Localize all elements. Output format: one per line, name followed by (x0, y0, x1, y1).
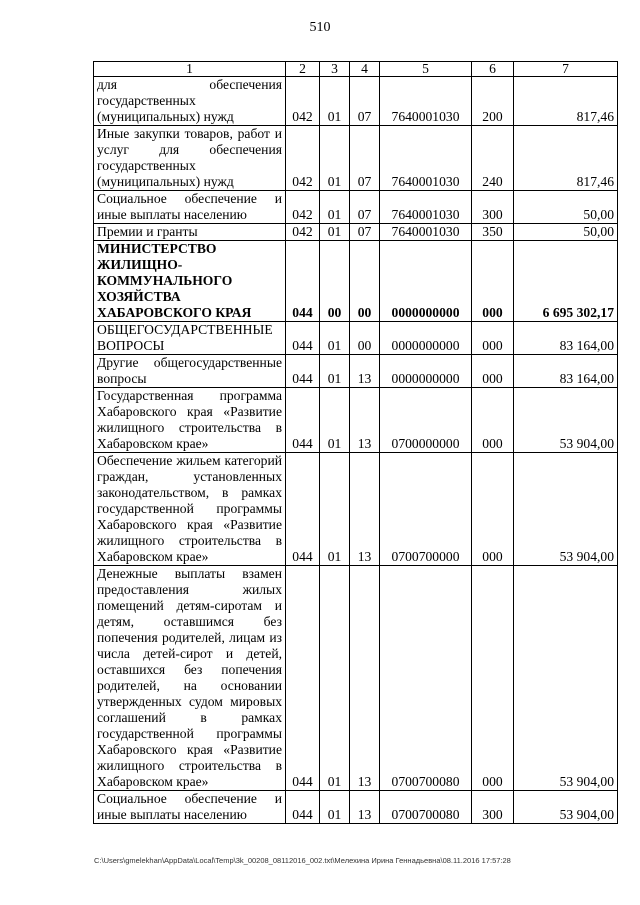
row-target-article: 7640001030 (380, 224, 472, 241)
table-row (94, 355, 618, 388)
row-amount: 50,00 (514, 224, 618, 241)
table-row (94, 126, 618, 191)
row-admin-code: 044 (286, 791, 320, 824)
header-col-4: 4 (350, 62, 380, 77)
row-target-article: 0000000000 (380, 322, 472, 355)
row-expense-type: 350 (472, 224, 514, 241)
row-name: Денежные выплаты взамен предоставления жилых помещений детям-сиротам и детям, оставшимся без попечения родителей, лицам из числа детей-сирот и детей, оставшихся без попечения родителей, на основании утвержденных судом мировых соглашений в рамках государственной программы Хабаровского края «Развитие жилищного строительства в Хабаровском крае» (94, 566, 286, 791)
header-col-1: 1 (94, 62, 286, 77)
header-col-6: 6 (472, 62, 514, 77)
row-section-code: 00 (320, 241, 350, 322)
row-expense-type: 000 (472, 241, 514, 322)
row-name: Премии и гранты (94, 224, 286, 241)
row-section-code: 01 (320, 388, 350, 453)
row-section-code: 01 (320, 191, 350, 224)
row-amount: 83 164,00 (514, 355, 618, 388)
row-target-article: 0700700000 (380, 453, 472, 566)
row-expense-type: 000 (472, 355, 514, 388)
row-expense-type: 000 (472, 322, 514, 355)
row-amount: 817,46 (514, 77, 618, 126)
row-section-code: 01 (320, 791, 350, 824)
row-subsection-code: 07 (350, 126, 380, 191)
row-amount: 6 695 302,17 (514, 241, 618, 322)
table-row (94, 191, 618, 224)
row-name: ОБЩЕГОСУДАРСТВЕННЫЕ ВОПРОСЫ (94, 322, 286, 355)
footer-file-path: C:\Users\gmelekhan\AppData\Local\Temp\3k_00208_08112016_002.txt\Мелехина Ирина Геннадьевна\08.11.2016 17:57:28 (94, 856, 511, 865)
row-admin-code: 042 (286, 77, 320, 126)
row-expense-type: 240 (472, 126, 514, 191)
row-admin-code: 044 (286, 453, 320, 566)
row-amount: 83 164,00 (514, 322, 618, 355)
budget-table (93, 61, 618, 824)
row-name: Социальное обеспечение и иные выплаты населению (94, 791, 286, 824)
row-admin-code: 042 (286, 191, 320, 224)
row-name: для обеспечения государственных (муниципальных) нужд (94, 77, 286, 126)
row-admin-code: 044 (286, 388, 320, 453)
row-expense-type: 000 (472, 388, 514, 453)
row-name: Иные закупки товаров, работ и услуг для обеспечения государственных (муниципальных) нужд (94, 126, 286, 191)
row-subsection-code: 07 (350, 77, 380, 126)
table-row (94, 224, 618, 241)
row-amount: 53 904,00 (514, 566, 618, 791)
table-row (94, 77, 618, 126)
row-subsection-code: 07 (350, 191, 380, 224)
row-target-article: 7640001030 (380, 126, 472, 191)
page-number: 510 (309, 20, 331, 35)
row-expense-type: 300 (472, 791, 514, 824)
table-row (94, 453, 618, 566)
row-subsection-code: 13 (350, 355, 380, 388)
table-row (94, 566, 618, 791)
row-name: МИНИСТЕРСТВО ЖИЛИЩНО-КОММУНАЛЬНОГО ХОЗЯЙСТВА ХАБАРОВСКОГО КРАЯ (94, 241, 286, 322)
row-name: Другие общегосударственные вопросы (94, 355, 286, 388)
row-name: Обеспечение жильем категорий граждан, установленных законодательством, в рамках государственной программы Хабаровского края «Развитие жилищного строительства в Хабаровском крае» (94, 453, 286, 566)
row-target-article: 0700700080 (380, 566, 472, 791)
row-expense-type: 000 (472, 453, 514, 566)
row-subsection-code: 00 (350, 241, 380, 322)
header-row (94, 62, 618, 77)
row-target-article: 0700700080 (380, 791, 472, 824)
row-section-code: 01 (320, 566, 350, 791)
table-row (94, 388, 618, 453)
row-admin-code: 044 (286, 241, 320, 322)
table-row (94, 241, 618, 322)
row-amount: 50,00 (514, 191, 618, 224)
row-expense-type: 200 (472, 77, 514, 126)
row-admin-code: 042 (286, 126, 320, 191)
header-col-5: 5 (380, 62, 472, 77)
row-subsection-code: 13 (350, 566, 380, 791)
header-col-3: 3 (320, 62, 350, 77)
row-target-article: 0700000000 (380, 388, 472, 453)
row-section-code: 01 (320, 322, 350, 355)
row-subsection-code: 13 (350, 791, 380, 824)
header-col-2: 2 (286, 62, 320, 77)
row-expense-type: 000 (472, 566, 514, 791)
row-section-code: 01 (320, 224, 350, 241)
row-amount: 53 904,00 (514, 453, 618, 566)
row-target-article: 7640001030 (380, 191, 472, 224)
row-admin-code: 042 (286, 224, 320, 241)
row-section-code: 01 (320, 355, 350, 388)
row-name: Государственная программа Хабаровского края «Развитие жилищного строительства в Хабаровском крае» (94, 388, 286, 453)
row-subsection-code: 00 (350, 322, 380, 355)
row-admin-code: 044 (286, 566, 320, 791)
table-row (94, 322, 618, 355)
row-target-article: 7640001030 (380, 77, 472, 126)
row-amount: 53 904,00 (514, 388, 618, 453)
row-admin-code: 044 (286, 322, 320, 355)
table-row (94, 791, 618, 824)
row-name: Социальное обеспечение и иные выплаты населению (94, 191, 286, 224)
row-subsection-code: 13 (350, 388, 380, 453)
row-admin-code: 044 (286, 355, 320, 388)
row-target-article: 0000000000 (380, 355, 472, 388)
row-section-code: 01 (320, 453, 350, 566)
row-section-code: 01 (320, 77, 350, 126)
row-subsection-code: 07 (350, 224, 380, 241)
row-section-code: 01 (320, 126, 350, 191)
row-subsection-code: 13 (350, 453, 380, 566)
row-target-article: 0000000000 (380, 241, 472, 322)
row-amount: 817,46 (514, 126, 618, 191)
row-amount: 53 904,00 (514, 791, 618, 824)
header-col-7: 7 (514, 62, 618, 77)
row-expense-type: 300 (472, 191, 514, 224)
